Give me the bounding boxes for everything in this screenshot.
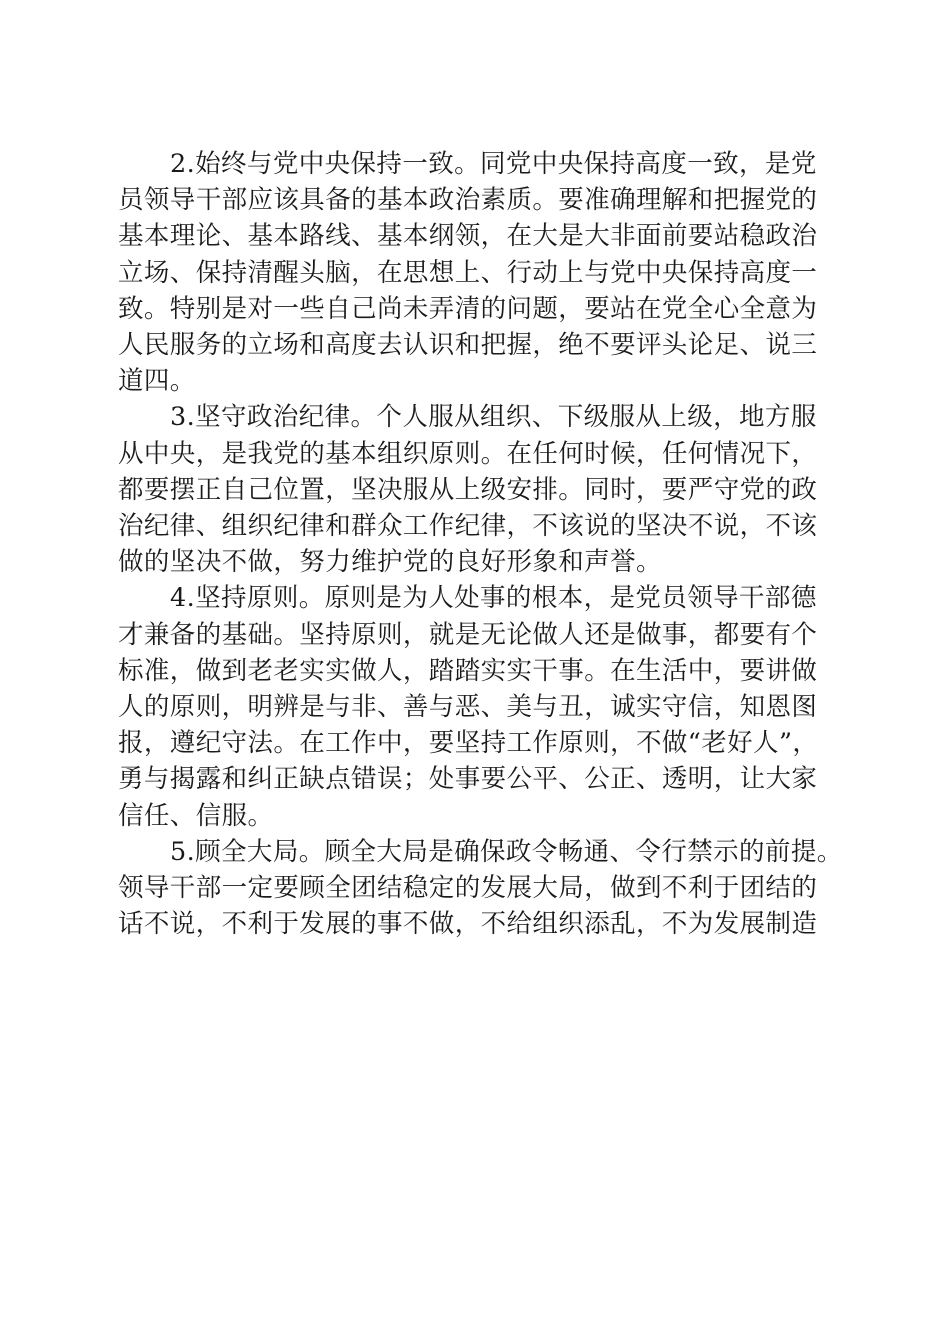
text-line: 领导干部一定要顾全团结稳定的发展大局，做到不利于团结的 [118, 873, 818, 904]
text-line: 5.顾全大局。顾全大局是确保政令畅通、令行禁示的前提。 [170, 836, 843, 867]
text-line: 员领导干部应该具备的基本政治素质。要准确理解和把握党的 [118, 185, 818, 216]
text-line: 话不说，不利于发展的事不做，不给组织添乱，不为发展制造 [118, 909, 818, 940]
text-line: 都要摆正自己位置，坚决服从上级安排。同时，要严守党的政 [118, 474, 818, 505]
paragraph-item-5 [118, 834, 842, 943]
text-line: 2.始终与党中央保持一致。同党中央保持高度一致，是党 [170, 149, 817, 179]
paragraph-item-2 [118, 146, 842, 399]
text-line: 报，遵纪守法。在工作中，要坚持工作原则，不做“老好人”， [118, 728, 819, 759]
text-line: 勇与揭露和纠正缺点错误；处事要公平、公正、透明，让大家 [118, 764, 818, 795]
text-line: 道四。 [118, 366, 196, 397]
text-line: 信任、信服。 [118, 800, 274, 831]
text-line: 从中央，是我党的基本组织原则。在任何时候，任何情况下， [118, 438, 818, 469]
paragraph-item-3 [118, 399, 842, 580]
text-line: 才兼备的基础。坚持原则，就是无论做人还是做事，都要有个 [118, 619, 818, 650]
text-line: 标准，做到老老实实做人，踏踏实实干事。在生活中，要讲做 [118, 655, 818, 686]
text-line: 人的原则，明辨是与非、善与恶、美与丑，诚实守信，知恩图 [118, 692, 818, 723]
text-line: 基本理论、基本路线、基本纲领，在大是大非面前要站稳政治 [118, 221, 818, 252]
text-line: 致。特别是对一些自己尚未弄清的问题，要站在党全心全意为 [118, 293, 818, 324]
paragraph-item-4 [118, 580, 842, 833]
text-line: 人民服务的立场和高度去认识和把握，绝不要评头论足、说三 [118, 330, 818, 361]
text-line: 治纪律、组织纪律和群众工作纪律，不该说的坚决不说，不该 [118, 511, 818, 542]
text-line: 4.坚持原则。原则是为人处事的根本，是党员领导干部德 [170, 583, 817, 614]
text-line: 3.坚守政治纪律。个人服从组织、下级服从上级，地方服 [170, 402, 817, 433]
document-body [118, 146, 842, 942]
text-line: 立场、保持清醒头脑，在思想上、行动上与党中央保持高度一 [118, 257, 818, 288]
text-line: 做的坚决不做，努力维护党的良好形象和声誉。 [118, 547, 662, 578]
